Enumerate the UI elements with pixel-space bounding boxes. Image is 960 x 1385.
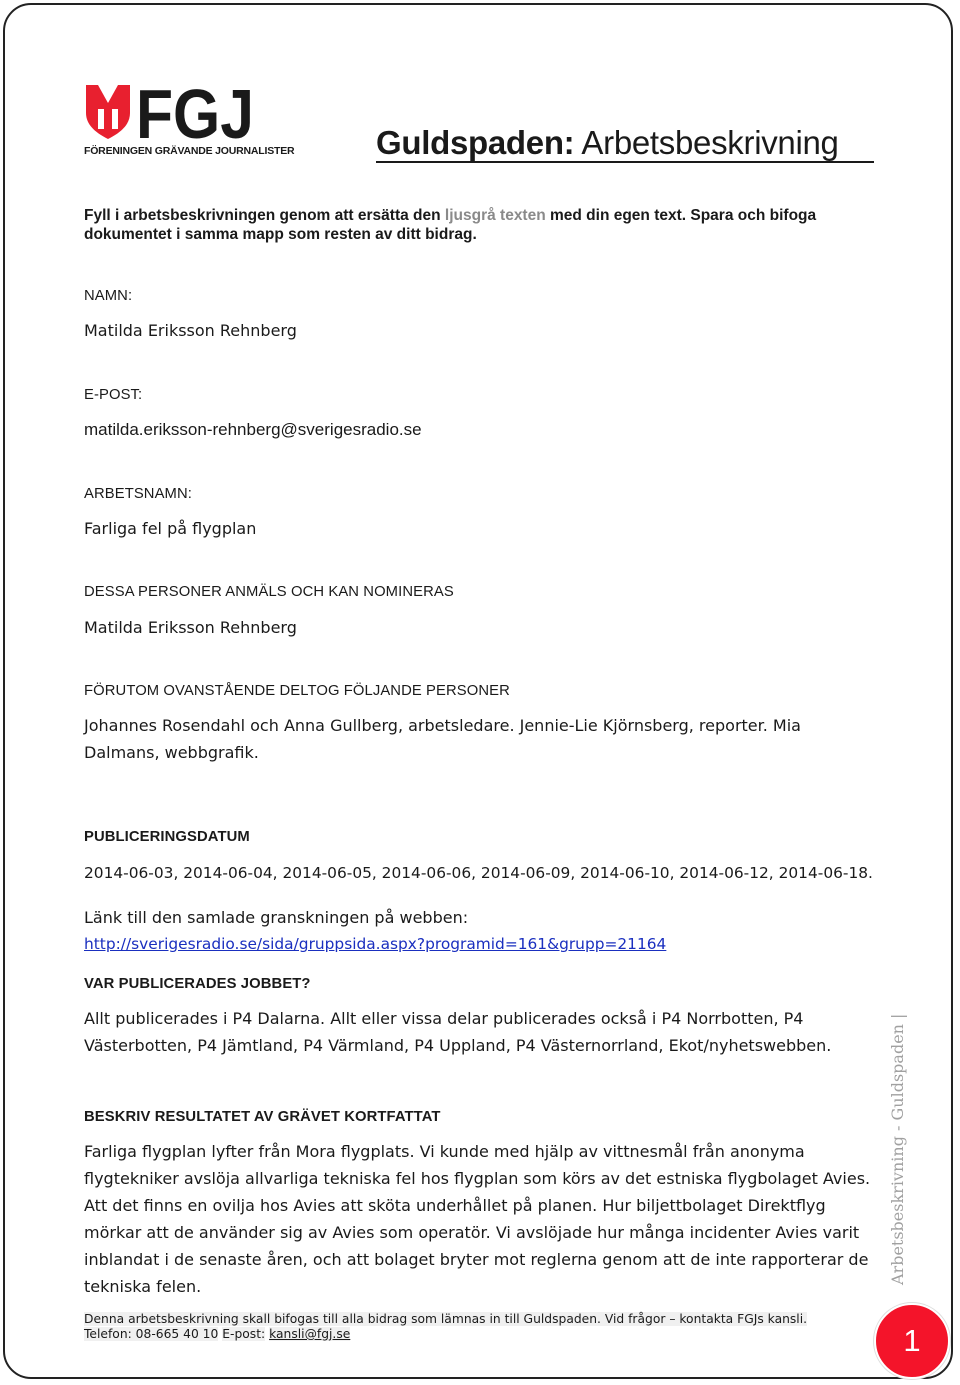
fgj-logo xyxy=(84,83,295,157)
title-underline xyxy=(376,161,874,163)
deltog-label: FÖRUTOM OVANSTÅENDE DELTOG FÖLJANDE PERSONER xyxy=(84,683,510,699)
title-rest: Arbetsbeskrivning xyxy=(574,124,839,161)
deltog-value[interactable]: Johannes Rosendahl och Anna Gullberg, arbetsledare. Jennie-Lie Kjörnsberg, reporter. Mia Dalmans, webbgrafik. xyxy=(84,716,801,762)
arbetsnamn-value[interactable]: Farliga fel på flygplan xyxy=(84,519,257,538)
granskning-link[interactable]: http://sverigesradio.se/sida/gruppsida.aspx?programid=161&grupp=21164 xyxy=(84,935,667,953)
resultat-label: BESKRIV RESULTATET AV GRÄVET KORTFATTAT xyxy=(84,1109,441,1125)
logo-subtitle: FÖRENINGEN GRÄVANDE JOURNALISTER xyxy=(84,145,295,157)
intro-gray: ljusgrå texten xyxy=(444,207,546,224)
page-number-badge xyxy=(874,1303,950,1379)
var-value[interactable]: Allt publicerades i P4 Dalarna. Allt eller vissa delar publicerades också i P4 Norrbotten, P4 Västerbotten, P4 Jämtland, P4 Värmland, P4 Uppland, P4 Västernorrland, Ekot/nyhetswebben. xyxy=(84,1009,832,1055)
fgj-logo-mark xyxy=(84,83,256,143)
page-title xyxy=(376,124,839,162)
link-intro: Länk till den samlade granskningen på webben: xyxy=(84,908,469,927)
namn-label: NAMN: xyxy=(84,288,133,304)
intro-text xyxy=(84,206,884,244)
intro-part1: Fyll i arbetsbeskrivningen genom att ersätta den xyxy=(84,207,445,224)
svg-text:FGJ: FGJ xyxy=(136,83,254,143)
title-bold: Guldspaden: xyxy=(376,124,575,161)
var-label: VAR PUBLICERADES JOBBET? xyxy=(84,976,311,992)
epost-value[interactable]: matilda.eriksson-rehnberg@sverigesradio.se xyxy=(84,420,422,439)
arbetsnamn-label: ARBETSNAMN: xyxy=(84,486,192,502)
nominerade-value[interactable]: Matilda Eriksson Rehnberg xyxy=(84,618,297,637)
footer-line1: Denna arbetsbeskrivning skall bifogas till alla bidrag som lämnas in till Guldspaden. Vid frågor – kontakta FGJs kansli. xyxy=(84,1312,808,1326)
footer xyxy=(84,1312,807,1342)
page-number: 1 xyxy=(903,1323,921,1358)
epost-label: E-POST: xyxy=(84,387,143,403)
footer-email-link[interactable]: kansli@fgj.se xyxy=(269,1327,351,1341)
pub-value[interactable]: 2014-06-03, 2014-06-04, 2014-06-05, 2014-06-06, 2014-06-09, 2014-06-10, 2014-06-12, 2014-06-18. xyxy=(84,864,873,882)
pub-label: PUBLICERINGSDATUM xyxy=(84,829,250,845)
nominerade-label: DESSA PERSONER ANMÄLS OCH KAN NOMINERAS xyxy=(84,584,454,600)
intro-part2: med din egen text. Spara och bifoga dokumentet i samma mapp som resten av ditt bidrag. xyxy=(84,207,817,243)
namn-value[interactable]: Matilda Eriksson Rehnberg xyxy=(84,321,297,340)
resultat-value[interactable]: Farliga flygplan lyfter från Mora flygplats. Vi kunde med hjälp av vittnesmål från anonyma flygtekniker avslöja allvarliga tekniska fel hos flygplan som körs av det estniska flygbolaget Avies. Att det finns en ovilja hos Avies att sköta underhållet på planen. Hur biljettbolaget Direktflyg mörkar att de använder sig av Avies som operatör. Vi avslöjade hur många incidenter Avies varit inblandat i de senaste åren, och att bolaget bryter mot reglerna genom att de inte rapporterar de tekniska felen. xyxy=(84,1142,871,1296)
footer-email-label: E-post: xyxy=(222,1327,266,1341)
side-running-title: Arbetsbeskrivning - Guldspaden | xyxy=(888,1013,907,1285)
footer-phone: Telefon: 08-665 40 10 xyxy=(84,1327,219,1341)
